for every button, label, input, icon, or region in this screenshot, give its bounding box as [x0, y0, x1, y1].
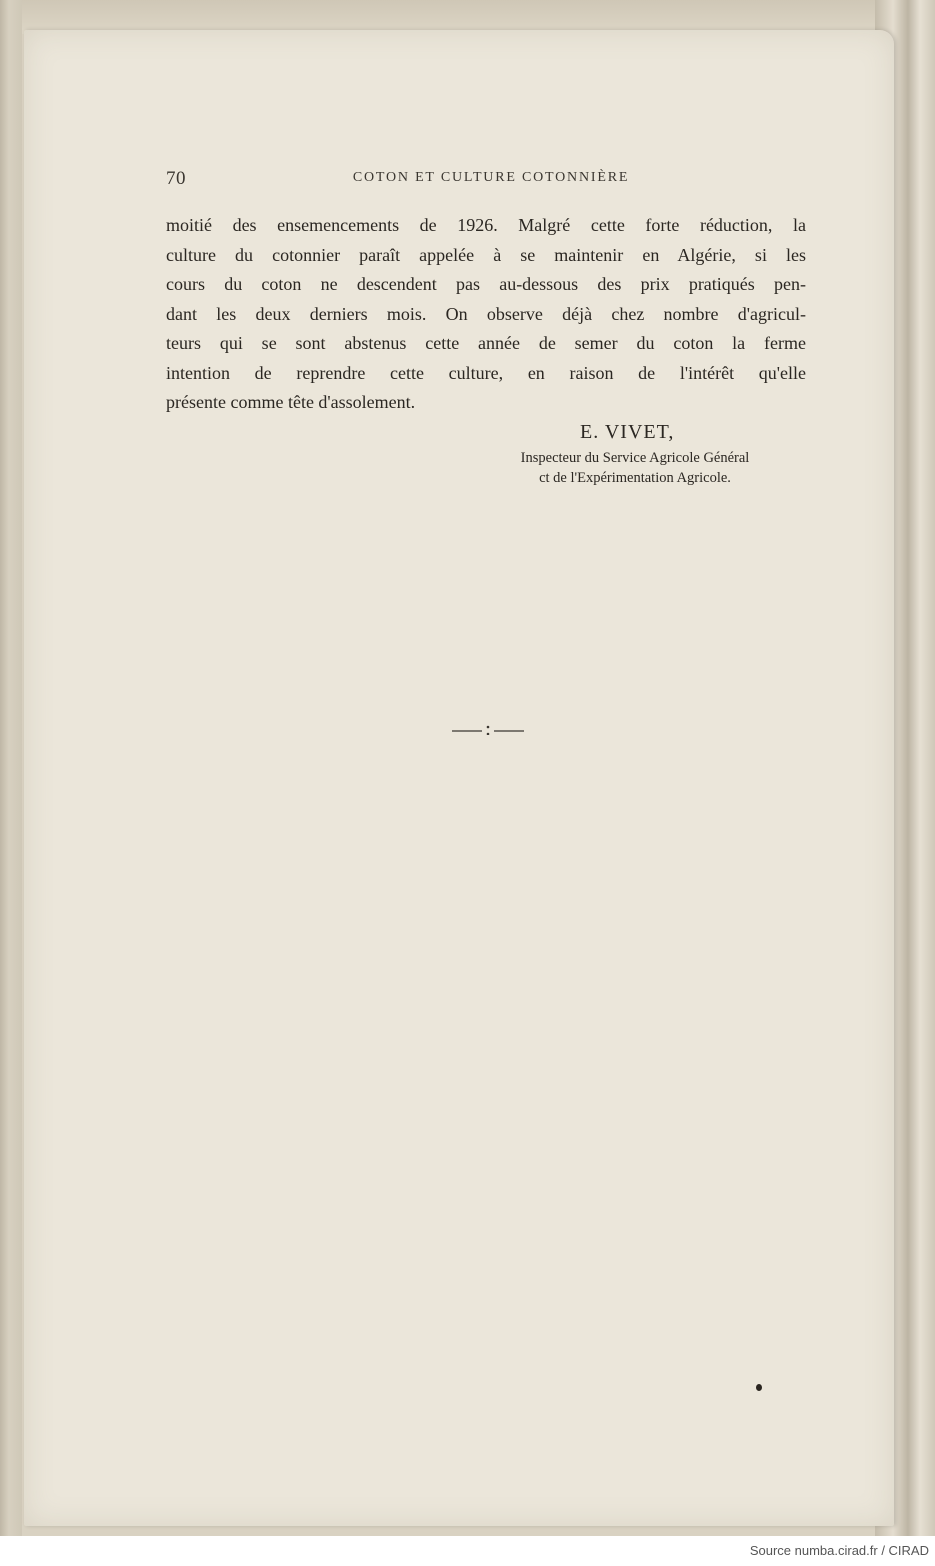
ink-speck	[756, 1384, 762, 1391]
running-title: COTON ET CULTURE COTONNIÈRE	[352, 170, 630, 185]
book-top-edge	[0, 0, 935, 34]
book-left-edge	[0, 0, 22, 1536]
signature-title-line: ct de l'Expérimentation Agricole.	[539, 470, 731, 486]
running-header	[166, 168, 806, 188]
page-number: 70	[166, 168, 186, 189]
signature-title-line: Inspecteur du Service Agricole Général	[520, 450, 750, 466]
body-paragraph	[166, 211, 806, 418]
source-credit: Source numba.cirad.fr / CIRAD	[749, 1543, 929, 1558]
body-line-last: présente comme tête d'assolement.	[166, 392, 416, 412]
footer-bar	[0, 1536, 935, 1566]
signature-name: E. VIVET,	[580, 421, 675, 443]
body-line: culture du cotonnier paraît appelée à se maintenir en Algérie, si les	[166, 244, 806, 265]
body-line: dant les deux derniers mois. On observe déjà chez nombre d'agricul-	[166, 303, 806, 324]
body-line: teurs qui se sont abstenus cette année de semer du coton la ferme	[166, 333, 806, 353]
signature-title	[460, 448, 810, 488]
body-line: cours du coton ne descendent pas au-dessous des prix pratiqués pen-	[166, 274, 806, 294]
body-line: moitié des ensemencements de 1926. Malgré cette forte réduction, la	[166, 215, 806, 235]
body-line: intention de reprendre cette culture, en raison de l'intérêt qu'elle	[166, 362, 806, 383]
section-divider-ornament	[452, 723, 524, 735]
